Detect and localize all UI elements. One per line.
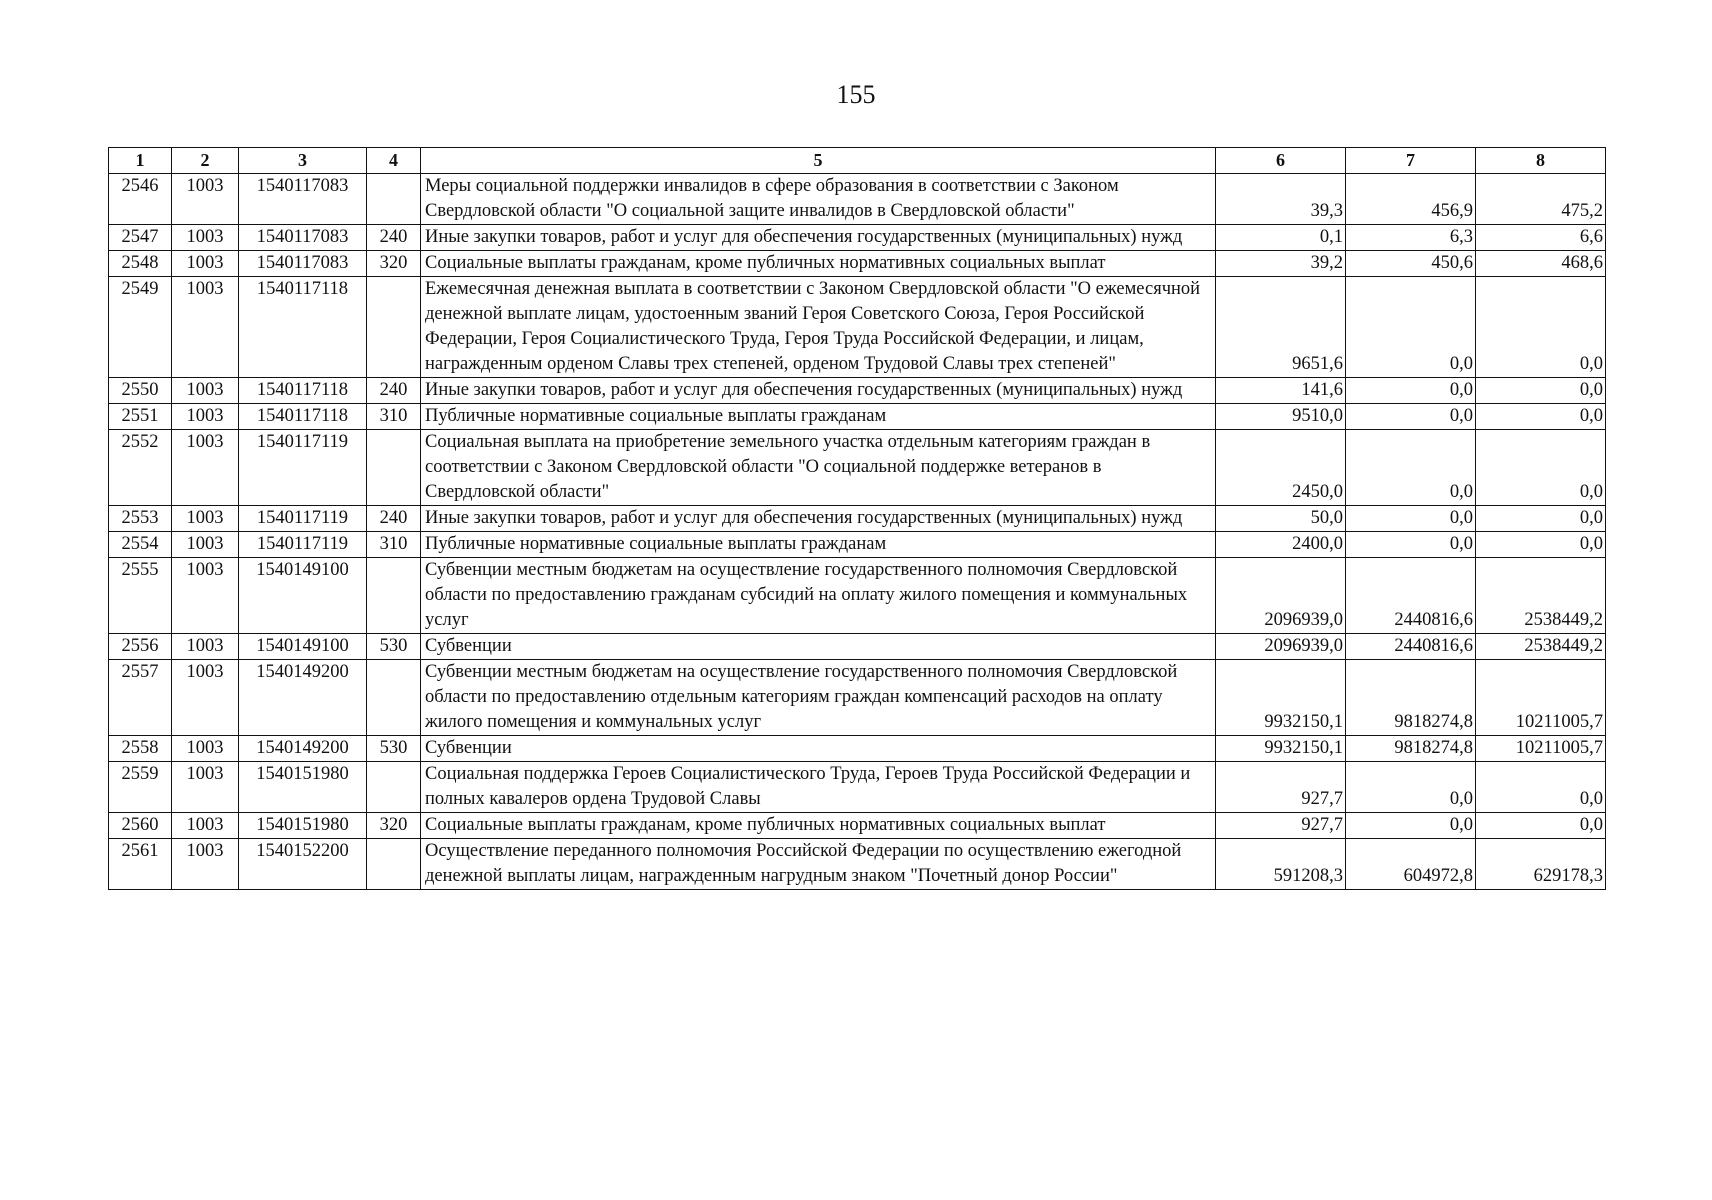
amount-col6-cell: 0,1 bbox=[1216, 225, 1346, 251]
row-number-cell: 2551 bbox=[109, 404, 172, 430]
amount-col6-cell: 9651,6 bbox=[1216, 277, 1346, 378]
target-code-cell: 1540117083 bbox=[239, 174, 367, 225]
description-cell: Публичные нормативные социальные выплаты гражданам bbox=[421, 404, 1216, 430]
amount-col8-cell: 2538449,2 bbox=[1476, 558, 1606, 634]
expense-type-cell bbox=[367, 762, 421, 813]
amount-col8-cell: 475,2 bbox=[1476, 174, 1606, 225]
amount-col8-cell: 2538449,2 bbox=[1476, 634, 1606, 660]
row-number-cell: 2555 bbox=[109, 558, 172, 634]
section-code-cell: 1003 bbox=[172, 762, 239, 813]
section-code-cell: 1003 bbox=[172, 277, 239, 378]
amount-col7-cell: 0,0 bbox=[1346, 430, 1476, 506]
section-code-cell: 1003 bbox=[172, 532, 239, 558]
expense-type-cell: 240 bbox=[367, 378, 421, 404]
amount-col8-cell: 0,0 bbox=[1476, 762, 1606, 813]
target-code-cell: 1540117118 bbox=[239, 378, 367, 404]
target-code-cell: 1540151980 bbox=[239, 813, 367, 839]
target-code-cell: 1540117083 bbox=[239, 251, 367, 277]
amount-col6-cell: 9510,0 bbox=[1216, 404, 1346, 430]
section-code-cell: 1003 bbox=[172, 225, 239, 251]
section-code-cell: 1003 bbox=[172, 404, 239, 430]
table-row bbox=[109, 660, 1606, 736]
table-row bbox=[109, 762, 1606, 813]
description-cell: Субвенции местным бюджетам на осуществление государственного полномочия Свердловской области по предоставлению гражданам субсидий на оплату жилого помещения и коммунальных услуг bbox=[421, 558, 1216, 634]
amount-col6-cell: 2096939,0 bbox=[1216, 634, 1346, 660]
header-row bbox=[109, 148, 1606, 174]
amount-col7-cell: 9818274,8 bbox=[1346, 736, 1476, 762]
table-row bbox=[109, 736, 1606, 762]
target-code-cell: 1540149200 bbox=[239, 736, 367, 762]
description-cell: Иные закупки товаров, работ и услуг для обеспечения государственных (муниципальных) нужд bbox=[421, 225, 1216, 251]
section-code-cell: 1003 bbox=[172, 558, 239, 634]
target-code-cell: 1540152200 bbox=[239, 839, 367, 890]
amount-col6-cell: 9932150,1 bbox=[1216, 660, 1346, 736]
row-number-cell: 2550 bbox=[109, 378, 172, 404]
description-cell: Субвенции bbox=[421, 634, 1216, 660]
amount-col7-cell: 450,6 bbox=[1346, 251, 1476, 277]
column-header-8: 8 bbox=[1476, 148, 1606, 174]
row-number-cell: 2548 bbox=[109, 251, 172, 277]
amount-col7-cell: 0,0 bbox=[1346, 532, 1476, 558]
target-code-cell: 1540117119 bbox=[239, 506, 367, 532]
amount-col7-cell: 0,0 bbox=[1346, 762, 1476, 813]
amount-col7-cell: 0,0 bbox=[1346, 277, 1476, 378]
row-number-cell: 2557 bbox=[109, 660, 172, 736]
amount-col8-cell: 629178,3 bbox=[1476, 839, 1606, 890]
amount-col8-cell: 0,0 bbox=[1476, 430, 1606, 506]
table-row bbox=[109, 813, 1606, 839]
row-number-cell: 2547 bbox=[109, 225, 172, 251]
target-code-cell: 1540117118 bbox=[239, 404, 367, 430]
description-cell: Иные закупки товаров, работ и услуг для обеспечения государственных (муниципальных) нужд bbox=[421, 506, 1216, 532]
amount-col7-cell: 456,9 bbox=[1346, 174, 1476, 225]
description-cell: Социальные выплаты гражданам, кроме публичных нормативных социальных выплат bbox=[421, 813, 1216, 839]
section-code-cell: 1003 bbox=[172, 506, 239, 532]
amount-col8-cell: 0,0 bbox=[1476, 813, 1606, 839]
section-code-cell: 1003 bbox=[172, 430, 239, 506]
expense-type-cell bbox=[367, 839, 421, 890]
column-header-5: 5 bbox=[421, 148, 1216, 174]
expense-type-cell: 240 bbox=[367, 506, 421, 532]
amount-col6-cell: 2096939,0 bbox=[1216, 558, 1346, 634]
table-row bbox=[109, 839, 1606, 890]
description-cell: Социальные выплаты гражданам, кроме публичных нормативных социальных выплат bbox=[421, 251, 1216, 277]
row-number-cell: 2560 bbox=[109, 813, 172, 839]
column-header-1: 1 bbox=[109, 148, 172, 174]
amount-col6-cell: 9932150,1 bbox=[1216, 736, 1346, 762]
expense-type-cell bbox=[367, 558, 421, 634]
description-cell: Социальная выплата на приобретение земельного участка отдельным категориям граждан в соответствии с Законом Свердловской области "О социальной поддержке ветеранов в Свердловской области" bbox=[421, 430, 1216, 506]
section-code-cell: 1003 bbox=[172, 839, 239, 890]
row-number-cell: 2554 bbox=[109, 532, 172, 558]
amount-col6-cell: 141,6 bbox=[1216, 378, 1346, 404]
row-number-cell: 2561 bbox=[109, 839, 172, 890]
target-code-cell: 1540117119 bbox=[239, 532, 367, 558]
expense-type-cell bbox=[367, 277, 421, 378]
table-row bbox=[109, 251, 1606, 277]
expense-type-cell: 530 bbox=[367, 634, 421, 660]
row-number-cell: 2549 bbox=[109, 277, 172, 378]
amount-col6-cell: 591208,3 bbox=[1216, 839, 1346, 890]
expense-type-cell: 530 bbox=[367, 736, 421, 762]
amount-col7-cell: 9818274,8 bbox=[1346, 660, 1476, 736]
expense-type-cell: 310 bbox=[367, 532, 421, 558]
expense-type-cell: 320 bbox=[367, 813, 421, 839]
section-code-cell: 1003 bbox=[172, 736, 239, 762]
amount-col6-cell: 927,7 bbox=[1216, 762, 1346, 813]
description-cell: Меры социальной поддержки инвалидов в сфере образования в соответствии с Законом Свердловской области "О социальной защите инвалидов в Свердловской области" bbox=[421, 174, 1216, 225]
expense-type-cell bbox=[367, 430, 421, 506]
amount-col6-cell: 927,7 bbox=[1216, 813, 1346, 839]
target-code-cell: 1540149200 bbox=[239, 660, 367, 736]
target-code-cell: 1540149100 bbox=[239, 634, 367, 660]
amount-col8-cell: 6,6 bbox=[1476, 225, 1606, 251]
amount-col7-cell: 6,3 bbox=[1346, 225, 1476, 251]
amount-col7-cell: 0,0 bbox=[1346, 404, 1476, 430]
amount-col8-cell: 0,0 bbox=[1476, 506, 1606, 532]
page-number: 155 bbox=[836, 80, 876, 109]
section-code-cell: 1003 bbox=[172, 174, 239, 225]
amount-col8-cell: 0,0 bbox=[1476, 404, 1606, 430]
description-cell: Осуществление переданного полномочия Российской Федерации по осуществлению ежегодной денежной выплаты лицам, награжденным нагрудным знаком "Почетный донор России" bbox=[421, 839, 1216, 890]
table-row bbox=[109, 430, 1606, 506]
amount-col8-cell: 10211005,7 bbox=[1476, 660, 1606, 736]
column-header-4: 4 bbox=[367, 148, 421, 174]
row-number-cell: 2558 bbox=[109, 736, 172, 762]
description-cell: Субвенции bbox=[421, 736, 1216, 762]
amount-col6-cell: 39,3 bbox=[1216, 174, 1346, 225]
row-number-cell: 2552 bbox=[109, 430, 172, 506]
amount-col6-cell: 39,2 bbox=[1216, 251, 1346, 277]
table-row bbox=[109, 506, 1606, 532]
row-number-cell: 2553 bbox=[109, 506, 172, 532]
target-code-cell: 1540117083 bbox=[239, 225, 367, 251]
table-row bbox=[109, 174, 1606, 225]
section-code-cell: 1003 bbox=[172, 251, 239, 277]
table-row bbox=[109, 532, 1606, 558]
expense-type-cell: 310 bbox=[367, 404, 421, 430]
amount-col8-cell: 0,0 bbox=[1476, 277, 1606, 378]
table-row bbox=[109, 225, 1606, 251]
section-code-cell: 1003 bbox=[172, 813, 239, 839]
amount-col7-cell: 0,0 bbox=[1346, 378, 1476, 404]
table-row bbox=[109, 558, 1606, 634]
amount-col7-cell: 2440816,6 bbox=[1346, 558, 1476, 634]
expense-type-cell bbox=[367, 174, 421, 225]
column-header-3: 3 bbox=[239, 148, 367, 174]
column-header-2: 2 bbox=[172, 148, 239, 174]
description-cell: Субвенции местным бюджетам на осуществление государственного полномочия Свердловской области по предоставлению отдельным категориям граждан компенсаций расходов на оплату жилого помещения и коммунальных услуг bbox=[421, 660, 1216, 736]
amount-col8-cell: 0,0 bbox=[1476, 378, 1606, 404]
description-cell: Ежемесячная денежная выплата в соответствии с Законом Свердловской области "О ежемесячной денежной выплате лицам, удостоенным званий Героя Советского Союза, Героя Российской Федерации, Героя Социалистического Труда, Героя Труда Российской Федерации, и лицам, награжденным орденом Славы трех степеней, орденом Трудовой Славы трех степеней" bbox=[421, 277, 1216, 378]
expense-type-cell: 240 bbox=[367, 225, 421, 251]
amount-col6-cell: 2400,0 bbox=[1216, 532, 1346, 558]
column-header-6: 6 bbox=[1216, 148, 1346, 174]
amount-col6-cell: 50,0 bbox=[1216, 506, 1346, 532]
amount-col8-cell: 468,6 bbox=[1476, 251, 1606, 277]
table-row bbox=[109, 277, 1606, 378]
section-code-cell: 1003 bbox=[172, 378, 239, 404]
expense-type-cell: 320 bbox=[367, 251, 421, 277]
table-row bbox=[109, 404, 1606, 430]
table-row bbox=[109, 634, 1606, 660]
section-code-cell: 1003 bbox=[172, 660, 239, 736]
amount-col6-cell: 2450,0 bbox=[1216, 430, 1346, 506]
amount-col7-cell: 2440816,6 bbox=[1346, 634, 1476, 660]
amount-col7-cell: 0,0 bbox=[1346, 813, 1476, 839]
table-row bbox=[109, 378, 1606, 404]
target-code-cell: 1540117119 bbox=[239, 430, 367, 506]
description-cell: Социальная поддержка Героев Социалистического Труда, Героев Труда Российской Федерации и полных кавалеров ордена Трудовой Славы bbox=[421, 762, 1216, 813]
row-number-cell: 2556 bbox=[109, 634, 172, 660]
expense-type-cell bbox=[367, 660, 421, 736]
section-code-cell: 1003 bbox=[172, 634, 239, 660]
amount-col8-cell: 10211005,7 bbox=[1476, 736, 1606, 762]
description-cell: Публичные нормативные социальные выплаты гражданам bbox=[421, 532, 1216, 558]
amount-col7-cell: 604972,8 bbox=[1346, 839, 1476, 890]
description-cell: Иные закупки товаров, работ и услуг для обеспечения государственных (муниципальных) нужд bbox=[421, 378, 1216, 404]
row-number-cell: 2559 bbox=[109, 762, 172, 813]
target-code-cell: 1540151980 bbox=[239, 762, 367, 813]
target-code-cell: 1540149100 bbox=[239, 558, 367, 634]
amount-col7-cell: 0,0 bbox=[1346, 506, 1476, 532]
column-header-7: 7 bbox=[1346, 148, 1476, 174]
target-code-cell: 1540117118 bbox=[239, 277, 367, 378]
row-number-cell: 2546 bbox=[109, 174, 172, 225]
amount-col8-cell: 0,0 bbox=[1476, 532, 1606, 558]
budget-table bbox=[108, 147, 1606, 890]
